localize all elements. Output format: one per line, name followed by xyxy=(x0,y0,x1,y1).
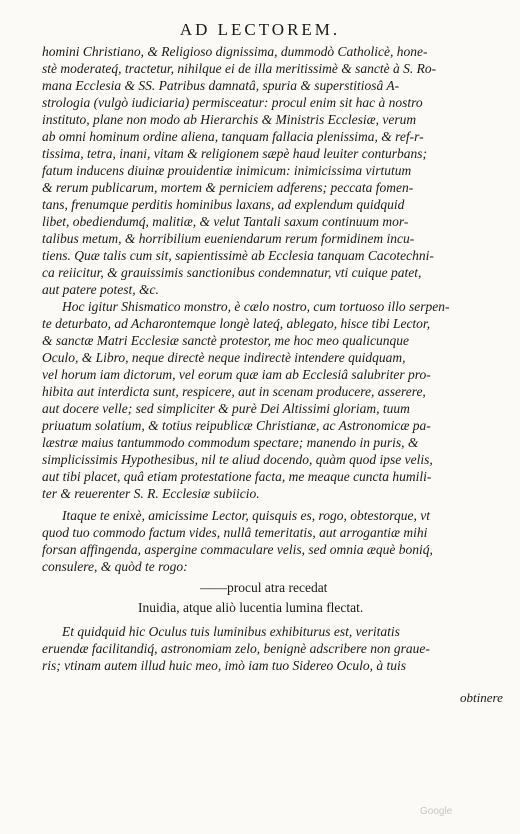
text-line: læstræ maius tantummodo commodum spectare; manendo in puris, & xyxy=(42,435,419,450)
text-line: libet, obediendumq́, malitiæ, & velut Tantali saxum continuum mor- xyxy=(42,214,409,229)
text-line: eruendæ facilitandiq́, astronomiam zelo, benignè adscribere non graue- xyxy=(42,641,430,656)
text-line: hibita aut interdicta sunt, respicere, aut in scenam producere, asserere, xyxy=(42,384,426,399)
text-line: priuatum solatium, & totius reipublicæ Christianæ, ac Astronomicæ pa- xyxy=(42,418,431,433)
text-line: & sanctæ Matri Ecclesiæ sanctè protestor, me hoc meo qualicunque xyxy=(42,333,409,348)
text-line: & rerum publicarum, mortem & perniciem adferens; peccata fomen- xyxy=(42,180,414,195)
text-line: ab omni hominum ordine aliena, tanquam fallacia plenissima, & ref-r- xyxy=(42,129,424,144)
text-line: te deturbato, ad Acharontemque longè lateq́, ablegato, hisce tibi Lector, xyxy=(42,316,431,331)
text-line: tissima, tetra, inani, vitam & religionem sæpè haud leuiter conturbans; xyxy=(42,146,427,161)
text-line: mana Ecclesia & SS. Patribus damnatâ, spuria & superstitiosâ A- xyxy=(42,78,400,93)
text-line: homini Christiano, & Religioso dignissima, dummodò Catholicè, hone- xyxy=(42,44,428,59)
text-line: stè moderateq́, tractetur, nihilque ei de illa meritissimè & sanctè à S. Ro- xyxy=(42,61,437,76)
text-line: aut patere potest, &c. xyxy=(42,282,159,297)
text-line: fatum inducens diuinæ prouidentiæ inimicum: inimicissima virtutum xyxy=(42,163,412,178)
text-line: aut docere velle; sed simpliciter & purè Dei Altissimi gloriam, tuum xyxy=(42,401,410,416)
catchword: obtinere xyxy=(460,690,503,705)
text-line: ca reiicitur, & grauissimis sanctionibus condemnatur, vti cuique patet, xyxy=(42,265,422,280)
text-line: talibus metum, & horribilium eueniendarum rerum formidinem incu- xyxy=(42,231,415,246)
text-line: tiens. Quæ talis cum sit, sapientissimè ab Ecclesia tanquam Cacotechni- xyxy=(42,248,434,263)
text-line: quod tuo commodo factum vides, nullâ temeritatis, aut arrogantiæ mihi xyxy=(42,525,428,540)
text-line: Hoc igitur Shismatico monstro, è cælo nostro, cum tortuoso illo serpen- xyxy=(62,299,450,314)
text-line: consulere, & quòd te rogo: xyxy=(42,559,188,574)
page-header: AD LECTOREM. xyxy=(179,20,341,39)
text-line: instituto, plane non modo ab Hierarchis & Ministris Ecclesiæ, verum xyxy=(42,112,417,127)
text-line: Oculo, & Libro, neque directè neque indirectè intendere quidquam, xyxy=(42,350,406,365)
text-line: forsan affingenda, aspergine commaculare velis, sed omnia æquè boniq́, xyxy=(42,542,433,557)
watermark: Google xyxy=(420,806,453,817)
text-line: aut tibi placet, quâ etiam protestatione facta, me meaque cuncta humili- xyxy=(42,469,432,484)
text-line: tans, frenumque perditis hominibus laxans, ad explendum quidquid xyxy=(42,197,405,212)
text-line: simplicissimis Hypothesibus, nil te aliud docendo, quàm quod ipse velis, xyxy=(42,452,433,467)
text-line: ris; vtinam autem illud huic meo, imò iam tuo Sidereo Oculo, à tuis xyxy=(42,658,406,673)
text-line: vel horum iam dictorum, vel eorum quæ iam ab Ecclesiâ salubriter pro- xyxy=(42,367,431,382)
text-line: Itaque te enixè, amicissime Lector, quisquis es, rogo, obtestorque, vt xyxy=(62,508,430,523)
text-line: strologia (vulgò iudiciaria) permisceatur: procul enim sit hac à nostro xyxy=(42,95,423,110)
text-line: ter & reuerenter S. R. Ecclesiæ subiicio. xyxy=(42,486,260,501)
verse-line: ——procul atra recedat xyxy=(200,580,328,595)
text-line: Et quidquid hic Oculus tuis luminibus exhibiturus est, veritatis xyxy=(62,624,400,639)
verse-line: Inuidia, atque aliò lucentia lumina flectat. xyxy=(138,600,364,615)
